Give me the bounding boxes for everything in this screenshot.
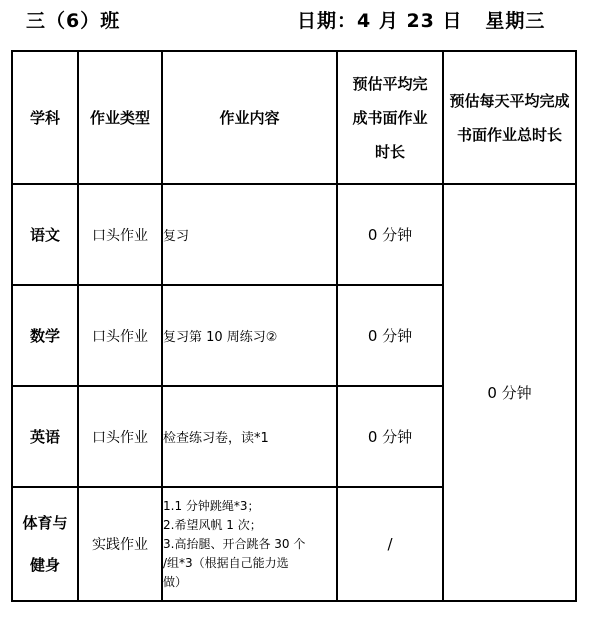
time-cell: 0 分钟 [337,184,443,285]
type-cell: 口头作业 [78,285,162,386]
type-cell: 口头作业 [78,386,162,487]
class-name: 三（6）班 [26,10,121,32]
date: 日期：4 月 23 日 [297,10,463,32]
subject-cell [12,487,78,601]
subject-cell: 英语 [12,386,78,487]
table-row [12,184,576,285]
content-line: 1.1 分钟跳绳*3； [163,498,260,513]
header-avg-time-line: 时长 [374,142,405,161]
content-cell [162,487,337,601]
content-cell: 检查练习卷，读*1 [162,386,337,487]
time-cell: 0 分钟 [337,285,443,386]
type-cell: 实践作业 [78,487,162,601]
subject-line: 体育与 [22,514,68,532]
time-cell: 0 分钟 [337,386,443,487]
header-avg-time-line: 预估平均完 [352,74,428,93]
content-steps [163,497,336,592]
content-cell: 复习第 10 周练习② [162,285,337,386]
content-line: 做） [163,574,188,589]
type-cell: 口头作业 [78,184,162,285]
header-subject: 学科 [12,51,78,184]
date-weekday [297,6,545,33]
header-avg-time [337,51,443,184]
homework-table [11,50,577,602]
content-line: 3.高抬腿、开合跳各 30 个 [163,536,306,551]
header-content: 作业内容 [162,51,337,184]
total-time-cell: 0 分钟 [443,184,576,601]
header-avg-time-line: 成书面作业 [352,108,428,127]
subject-cell: 数学 [12,285,78,386]
header-type: 作业类型 [78,51,162,184]
header-total-time-line: 书面作业总时长 [456,125,562,144]
header-total-time-line: 预估每天平均完成 [449,91,570,110]
content-line: 2.希望风帆 1 次； [163,517,262,532]
subject-line: 健身 [29,556,60,574]
subject-cell: 语文 [12,184,78,285]
content-cell: 复习 [162,184,337,285]
content-line: /组*3（根据自己能力选 [163,555,289,570]
table-header-row [12,51,576,184]
header-total-time [443,51,576,184]
time-cell: / [337,487,443,601]
weekday: 星期三 [485,10,546,32]
